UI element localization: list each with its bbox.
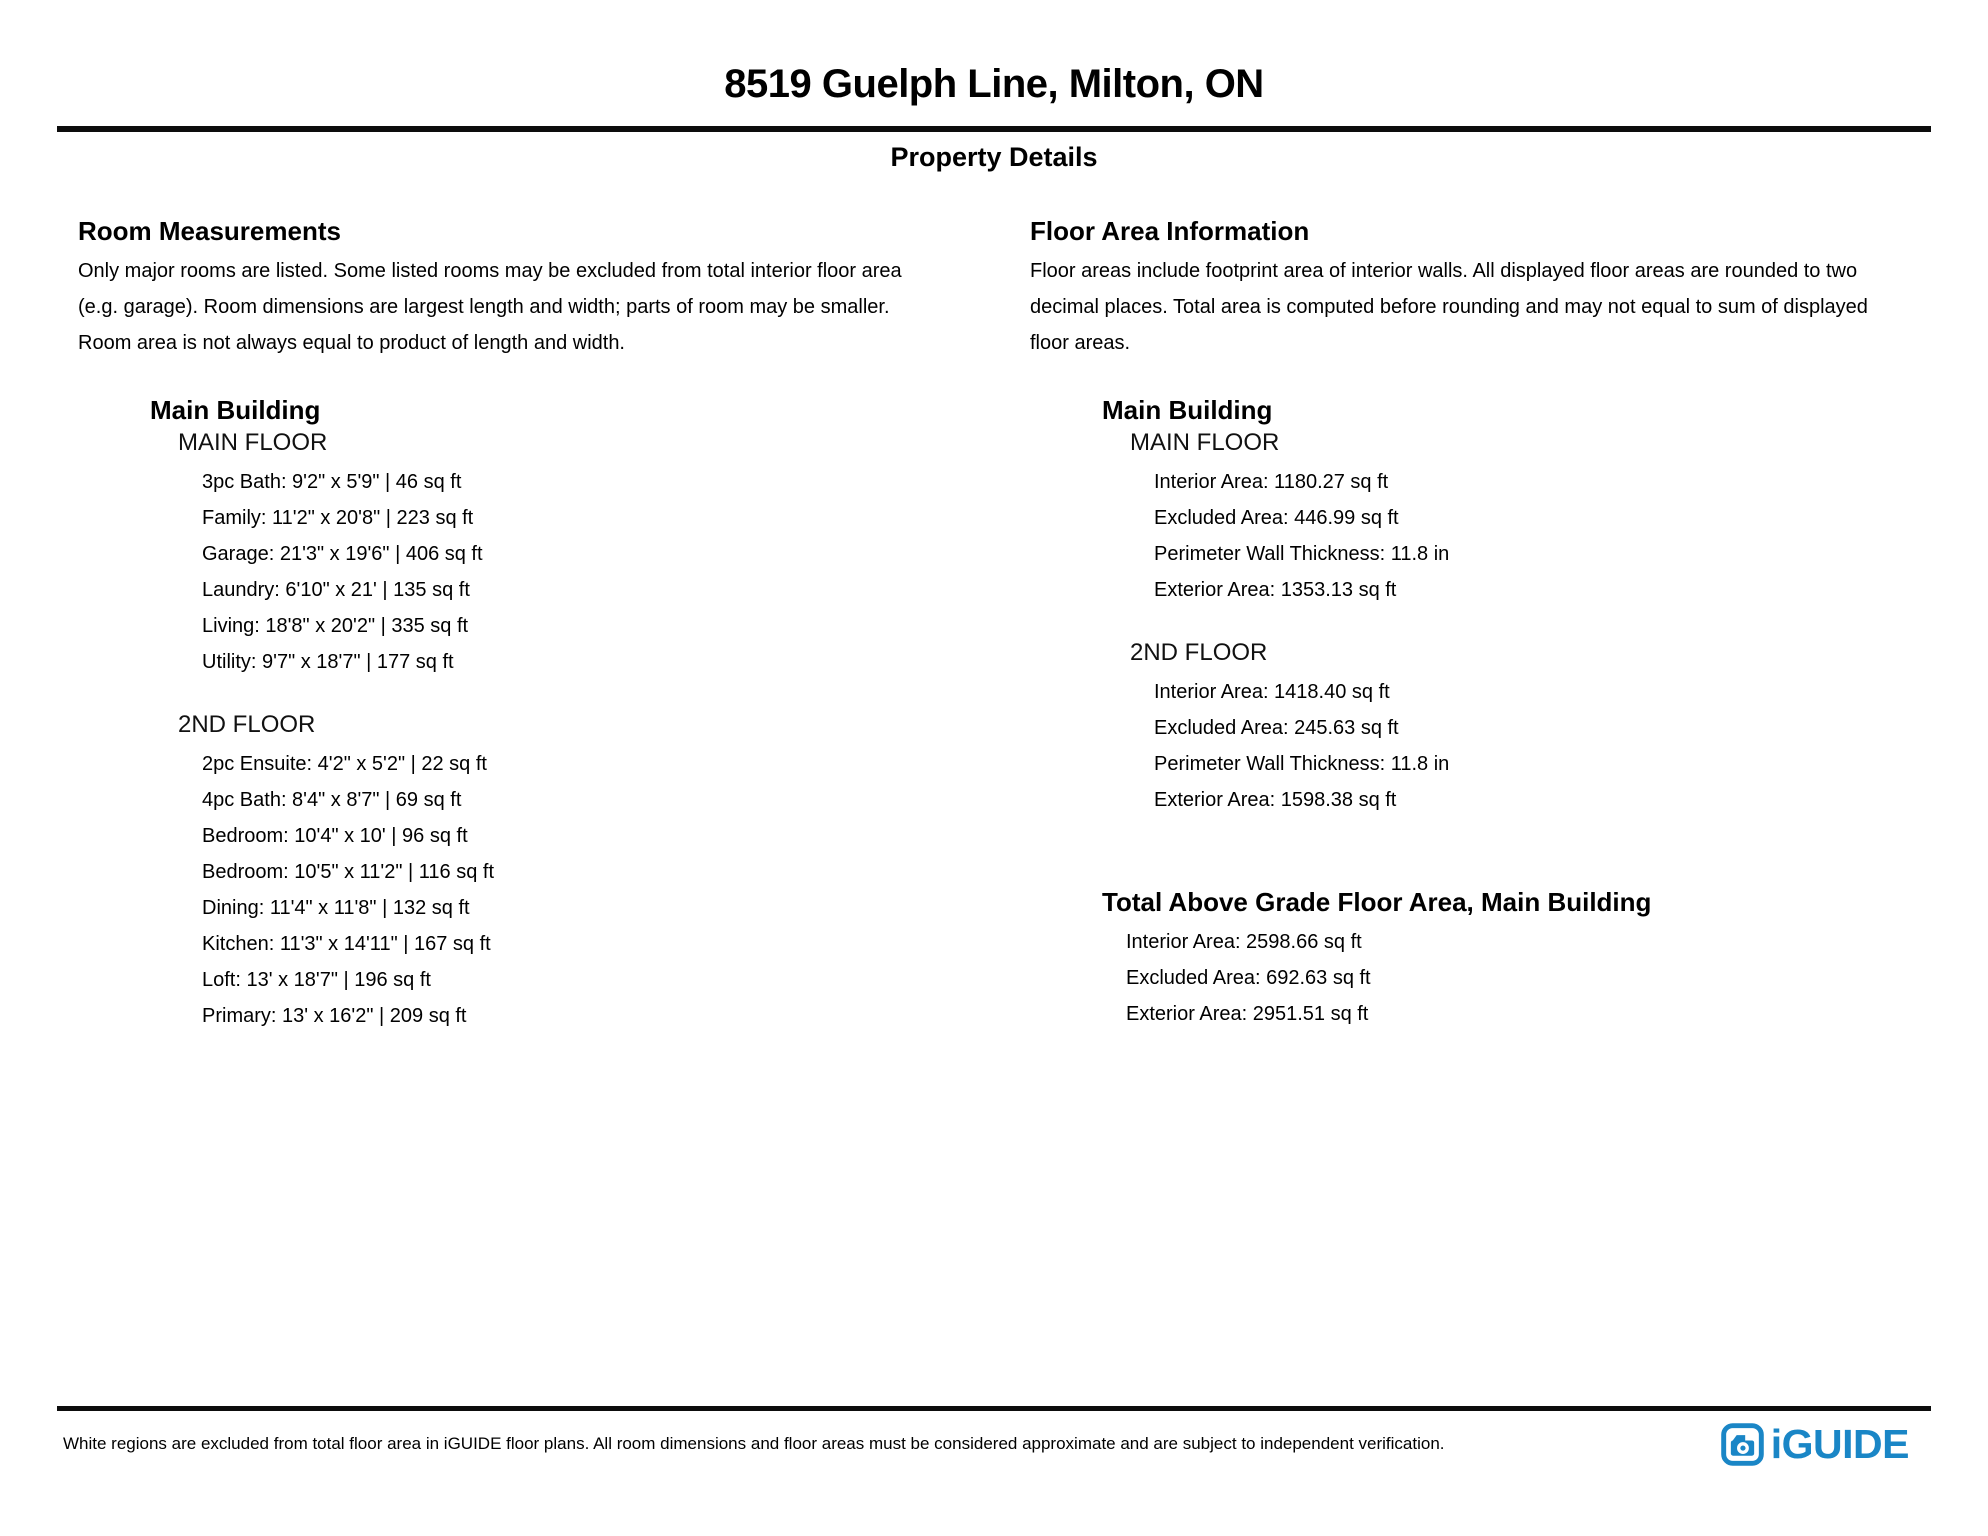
floor-name: 2ND FLOOR [178,711,316,738]
content-columns [0,215,1988,1034]
room-measurement-item: 3pc Bath: 9'2" x 5'9" | 46 sq ft [202,471,462,493]
description-line: decimal places. Total area is computed before rounding and may not equal to sum of displayed [1030,296,1868,318]
floor-area-stat: Perimeter Wall Thickness: 11.8 in [1154,753,1450,775]
floor-area-heading: Floor Area Information [1030,216,1310,246]
second-floor-room-list [202,746,1030,1034]
description-line: floor areas. [1030,332,1131,354]
header-divider [57,126,1931,132]
room-measurement-item: Loft: 13' x 18'7" | 196 sq ft [202,969,431,991]
main-floor-room-list [202,464,1030,680]
room-measurement-item: Bedroom: 10'5" x 11'2" | 116 sq ft [202,861,495,883]
floor-area-stat: Excluded Area: 446.99 sq ft [1154,507,1399,529]
room-measurement-item: Kitchen: 11'3" x 14'11" | 167 sq ft [202,933,491,955]
room-measurements-building [78,394,1030,1034]
room-measurement-item: Bedroom: 10'4" x 10' | 96 sq ft [202,825,468,847]
room-measurement-item: Utility: 9'7" x 18'7" | 177 sq ft [202,651,454,673]
page-footer [57,1406,1931,1466]
main-floor-areas-block [1030,428,1930,608]
footer-divider [57,1406,1931,1411]
floor-area-description [1030,253,1930,361]
description-line: Room area is not always equal to product of length and width. [78,332,625,354]
description-line: (e.g. garage). Room dimensions are largest length and width; parts of room may be smaller. [78,296,890,318]
second-floor-areas-block [1030,638,1930,818]
iguide-logo [1721,1423,1909,1466]
room-measurement-item: 4pc Bath: 8'4" x 8'7" | 69 sq ft [202,789,462,811]
floor-area-stat: Perimeter Wall Thickness: 11.8 in [1154,543,1450,565]
floor-name: 2ND FLOOR [1130,639,1268,666]
room-measurements-heading: Room Measurements [78,216,341,246]
main-floor-rooms-block [78,428,1030,680]
total-floor-area-list [1126,924,1930,1032]
page-subtitle: Property Details [890,142,1098,172]
floor-name: MAIN FLOOR [1130,429,1280,456]
room-measurement-item: Family: 11'2" x 20'8" | 223 sq ft [202,507,474,529]
floor-area-stat: Exterior Area: 1598.38 sq ft [1154,789,1397,811]
description-line: Only major rooms are listed. Some listed rooms may be excluded from total interior floor area [78,260,902,282]
floor-area-stat: Interior Area: 1180.27 sq ft [1154,471,1389,493]
description-line: Floor areas include footprint area of interior walls. All displayed floor areas are rounded to two [1030,260,1858,282]
room-measurement-item: Dining: 11'4" x 11'8" | 132 sq ft [202,897,470,919]
total-floor-area-block [1030,886,1930,1032]
room-measurement-item: Primary: 13' x 16'2" | 209 sq ft [202,1005,467,1027]
second-floor-rooms-block [78,710,1030,1034]
floor-area-stat: Interior Area: 1418.40 sq ft [1154,681,1390,703]
floor-area-stat: Exterior Area: 1353.13 sq ft [1154,579,1397,601]
footer-row [57,1419,1931,1466]
floor-area-stat: Interior Area: 2598.66 sq ft [1126,931,1362,953]
footer-disclaimer: White regions are excluded from total floor area in iGUIDE floor plans. All room dimensions and floor areas must be considered approximate and are subject to independent verification. [63,1434,1445,1453]
room-measurement-item: 2pc Ensuite: 4'2" x 5'2" | 22 sq ft [202,753,487,775]
second-floor-area-list [1154,674,1930,818]
room-measurements-section [78,215,1030,1034]
floor-area-stat: Excluded Area: 692.63 sq ft [1126,967,1371,989]
room-measurement-item: Living: 18'8" x 20'2" | 335 sq ft [202,615,469,637]
floor-name: MAIN FLOOR [178,429,328,456]
main-floor-area-list [1154,464,1930,608]
floor-area-section [1030,215,1930,1032]
room-measurement-item: Laundry: 6'10" x 21' | 135 sq ft [202,579,470,601]
floor-area-stat: Exterior Area: 2951.51 sq ft [1126,1003,1369,1025]
building-name: Main Building [1102,395,1273,425]
page-title: 8519 Guelph Line, Milton, ON [724,62,1264,106]
room-measurement-item: Garage: 21'3" x 19'6" | 406 sq ft [202,543,483,565]
floor-area-building [1030,394,1930,1032]
total-floor-area-heading: Total Above Grade Floor Area, Main Building [1102,887,1652,917]
building-name: Main Building [150,395,321,425]
iguide-camera-icon [1721,1423,1764,1466]
iguide-logo-text: iGUIDE [1770,1421,1909,1467]
floor-area-stat: Excluded Area: 245.63 sq ft [1154,717,1399,739]
room-measurements-description [78,253,1030,361]
